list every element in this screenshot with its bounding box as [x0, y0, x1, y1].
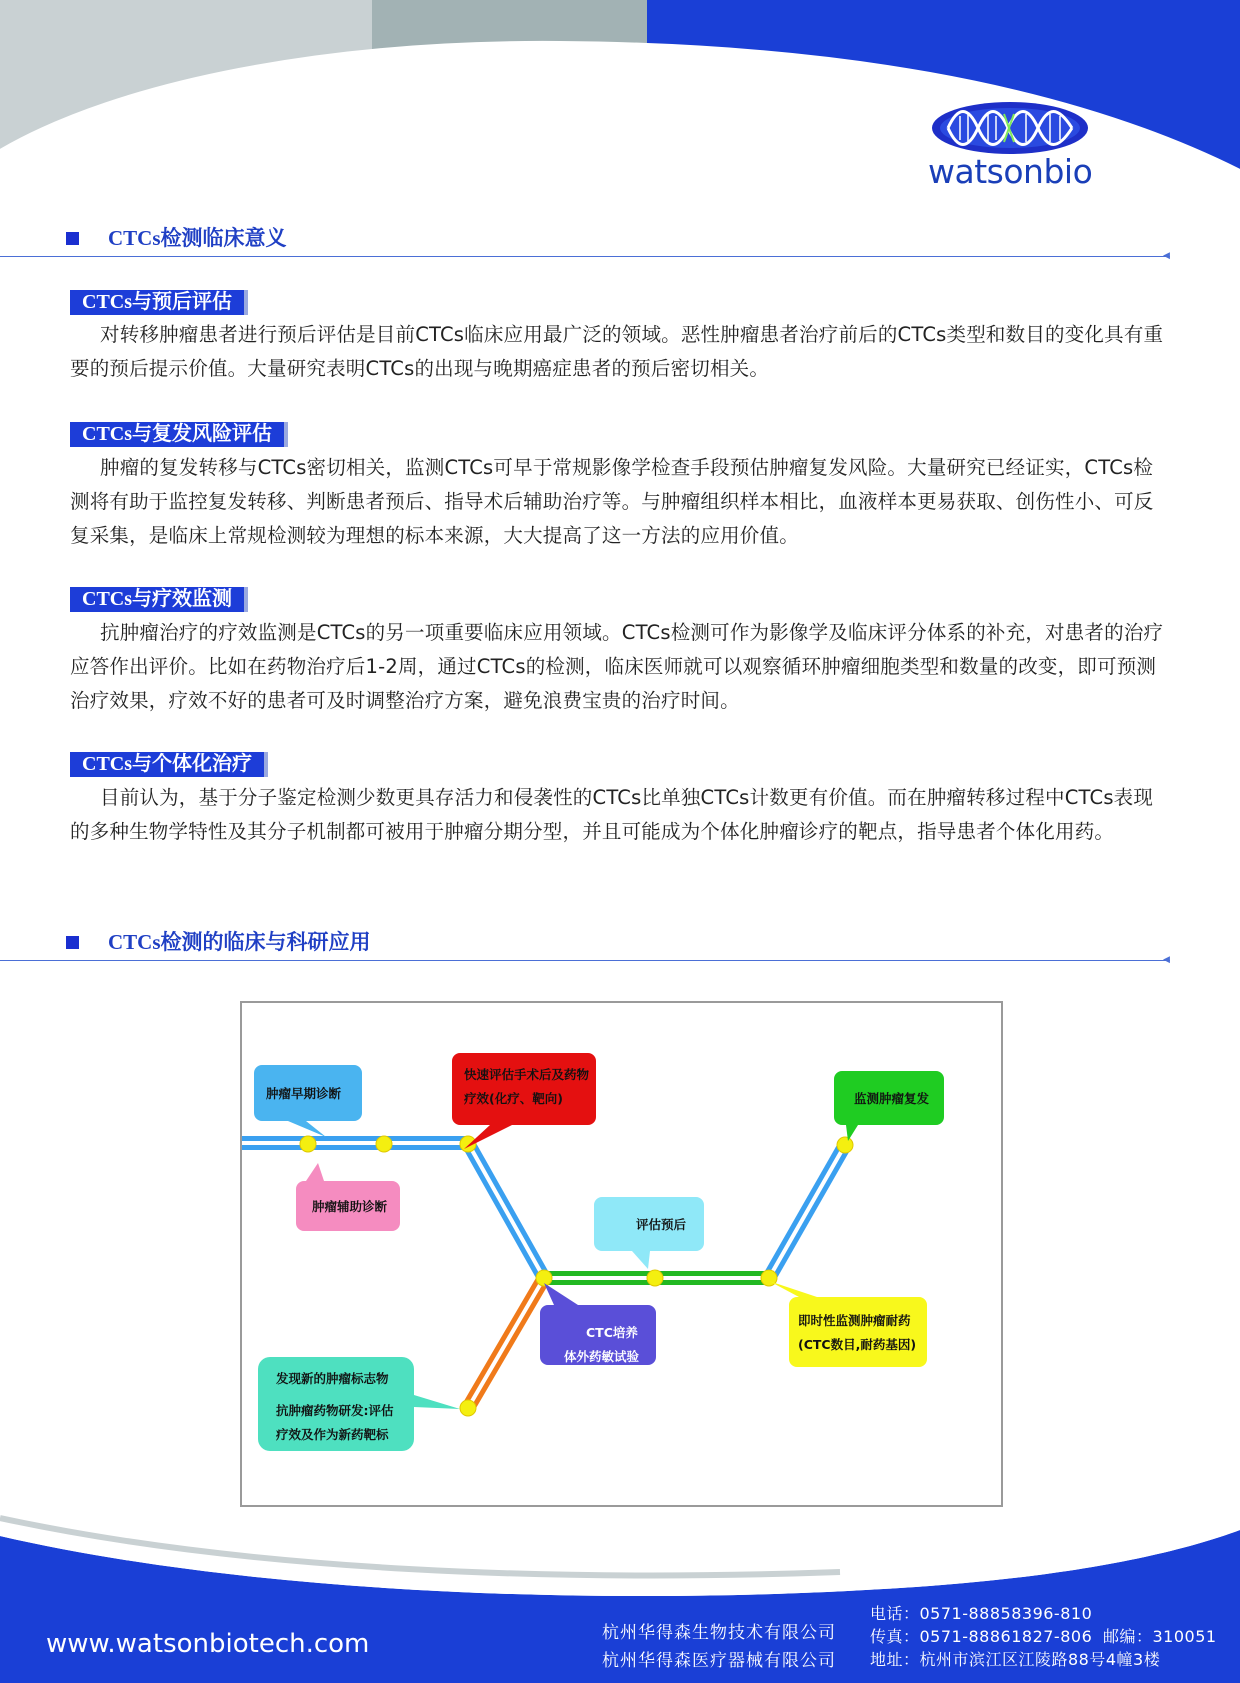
track-blue-ascending — [769, 1145, 845, 1278]
bubble-label: 快速评估手术后及药物 — [464, 1067, 590, 1082]
paragraph-text: 目前认为，基于分子鉴定检测少数更具存活力和侵袭性的CTCs比单独CTCs计数更有价值。而在肿瘤转移过程中CTCs表现的多种生物学特性及其分子机制都可被用于肿瘤分期分型，并且可能成为个体化肿瘤诊疗的靶点，指导患者个体化用药。 — [70, 786, 1154, 843]
bubble-label: 发现新的肿瘤标志物 — [276, 1371, 389, 1386]
diagram-node — [536, 1270, 552, 1286]
heading-bullet-icon — [66, 936, 79, 949]
bubble-rapid-evaluation — [452, 1053, 596, 1149]
bubble-drug-development — [258, 1357, 460, 1451]
paragraph-recurrence-risk — [70, 451, 1170, 553]
paragraph-text: 抗肿瘤治疗的疗效监测是CTCs的另一项重要临床应用领域。CTCs检测可作为影像学及临床评分体系的补充，对患者的治疗应答作出评价。比如在药物治疗后1-2周，通过CTCs的检测，临床医师就可以观察循环肿瘤细胞类型和数量的改变，即可预测治疗效果，疗效不好的患者可及时调整治疗方案，避免浪费宝贵的治疗时间。 — [70, 621, 1164, 712]
bubble-label: 疗效(化疗、靶向) — [464, 1091, 563, 1106]
diagram-node — [837, 1137, 853, 1153]
bubble-label: 即时性监测肿瘤耐药 — [798, 1313, 911, 1328]
bubble-label: 体外药敏试验 — [564, 1349, 640, 1364]
heading-bullet-icon — [66, 232, 79, 245]
footer-fax: 传真：0571-88861827-806 — [870, 1627, 1093, 1646]
footer-company-1: 杭州华得森生物技术有限公司 — [602, 1623, 836, 1643]
track-blue-descending — [468, 1143, 544, 1278]
track-orange — [468, 1278, 544, 1408]
paragraph-efficacy-monitoring — [70, 616, 1170, 718]
section-title: CTCs检测的临床与科研应用 — [108, 930, 371, 954]
bubble-label: 肿瘤早期诊断 — [266, 1086, 342, 1101]
bubble-label: CTC培养 — [586, 1325, 638, 1340]
watsonbio-logo-icon — [930, 100, 1090, 156]
section-heading-clinical-significance — [66, 222, 1176, 261]
footer-postcode: 邮编：310051 — [1103, 1627, 1217, 1646]
subsection-tag-personalized-treatment: CTCs与个体化治疗 — [70, 752, 268, 777]
heading-divider — [0, 256, 1170, 257]
bubble-early-diagnosis — [254, 1065, 362, 1137]
bubble-label: (CTC数目,耐药基因) — [798, 1337, 917, 1352]
heading-divider — [0, 960, 1170, 961]
arrow-left-icon: ◀ — [1163, 955, 1170, 965]
footer-website-link[interactable]: www.watsonbiotech.com — [46, 1629, 370, 1659]
logo-wordmark: watsonbio — [928, 152, 1093, 191]
paragraph-personalized-treatment — [70, 781, 1170, 849]
bubble-label: 监测肿瘤复发 — [854, 1091, 930, 1106]
bubble-prognosis — [594, 1197, 704, 1269]
paragraph-text: 对转移肿瘤患者进行预后评估是目前CTCs临床应用最广泛的领域。恶性肿瘤患者治疗前后的CTCs类型和数目的变化具有重要的预后提示价值。大量研究表明CTCs的出现与晚期癌症患者的预后密切相关。 — [70, 323, 1164, 380]
bubble-ctc-culture — [540, 1283, 656, 1365]
bubble-drug-resistance — [769, 1281, 927, 1367]
diagram-node — [376, 1136, 392, 1152]
subsection-tag-prognosis: CTCs与预后评估 — [70, 290, 248, 315]
bubble-label: 肿瘤辅助诊断 — [312, 1199, 388, 1214]
footer-address: 地址：杭州市滨江区江陵路88号4幢3楼 — [870, 1650, 1161, 1669]
paragraph-prognosis — [70, 318, 1170, 386]
bubble-monitor-recurrence — [834, 1071, 944, 1141]
diagram-node — [300, 1136, 316, 1152]
diagram-node — [460, 1400, 476, 1416]
paragraph-text: 肿瘤的复发转移与CTCs密切相关，监测CTCs可早于常规影像学检查手段预估肿瘤复发风险。大量研究已经证实，CTCs检测将有助于监控复发转移、判断患者预后、指导术后辅助治疗等。与肿瘤组织样本相比，血液样本更易获取、创伤性小、可反复采集，是临床上常规检测较为理想的标本来源，大大提高了这一方法的应用价值。 — [70, 456, 1154, 547]
applications-diagram — [240, 1001, 1003, 1507]
section-title: CTCs检测临床意义 — [108, 226, 287, 250]
subsection-tag-recurrence-risk: CTCs与复发风险评估 — [70, 422, 288, 447]
footer-phone: 电话：0571-88858396-810 — [870, 1604, 1093, 1623]
footer-company-2: 杭州华得森医疗器械有限公司 — [602, 1651, 836, 1671]
subsection-tag-efficacy-monitoring: CTCs与疗效监测 — [70, 587, 248, 612]
bubble-label: 评估预后 — [636, 1217, 687, 1232]
bubble-label: 抗肿瘤药物研发:评估 — [276, 1403, 394, 1418]
diagram-node — [647, 1270, 663, 1286]
bubble-label: 疗效及作为新药靶标 — [276, 1427, 389, 1442]
section-heading-applications — [66, 926, 1176, 965]
bubble-auxiliary-diagnosis — [296, 1163, 400, 1231]
arrow-left-icon: ◀ — [1163, 251, 1170, 261]
